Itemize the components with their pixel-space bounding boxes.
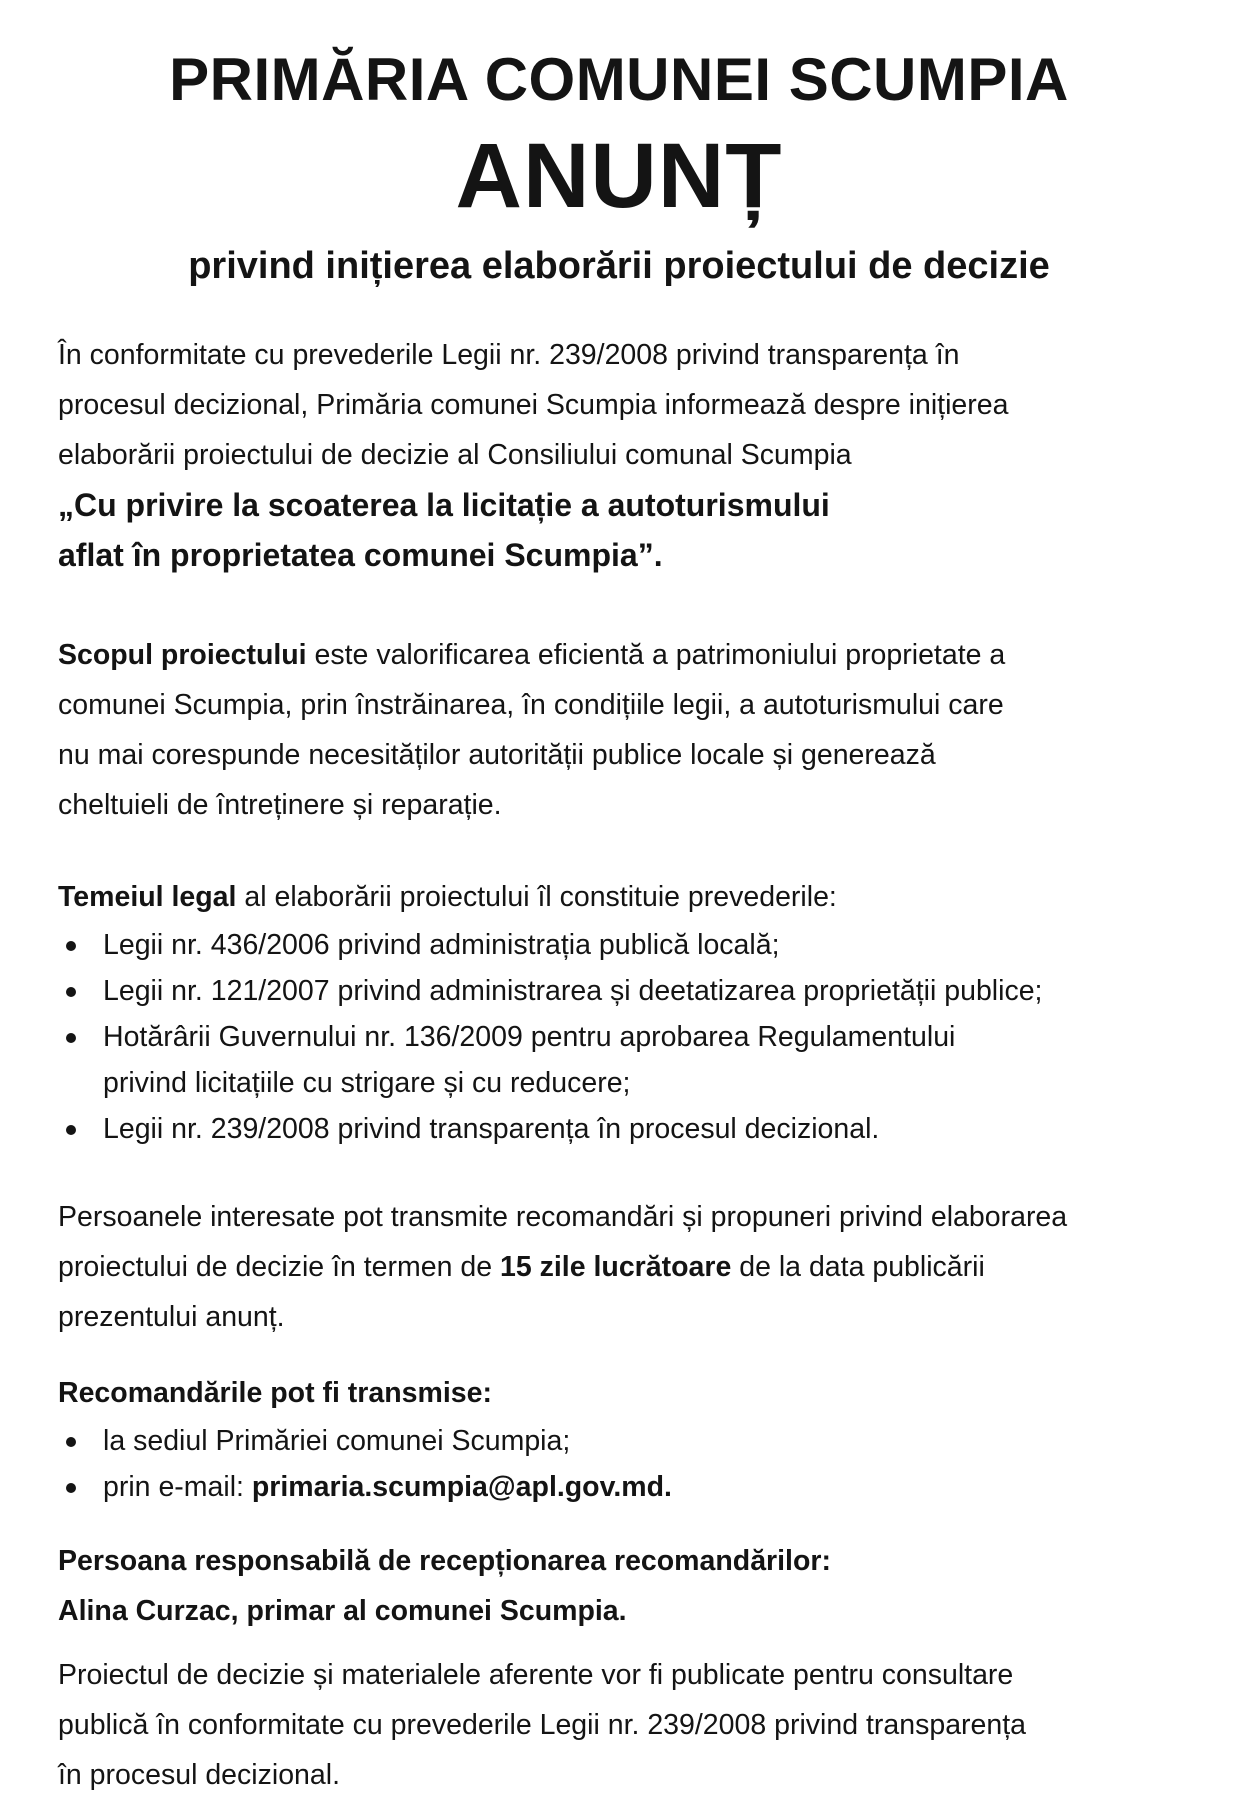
- scope-line: comunei Scumpia, prin înstrăinarea, în condițiile legii, a autoturismului care: [58, 689, 1004, 721]
- scope-line: nu mai corespunde necesităților autorității publice locale și generează: [58, 739, 936, 771]
- list-item: Legii nr. 121/2007 privind administrarea și deetatizarea proprietății publice;: [58, 968, 1180, 1014]
- responsible-heading: Persoana responsabilă de recepționarea recomandărilor:: [58, 1545, 831, 1577]
- scope-paragraph: [58, 630, 1180, 830]
- final-line: Proiectul de decizie și materialele aferente vor fi publicate pentru consultare: [58, 1659, 1014, 1691]
- scope-text: este valorificarea eficientă a patrimoniului proprietate a: [306, 639, 1006, 671]
- announcement-title: ANUNȚ: [455, 125, 783, 227]
- responsible-person-section: [58, 1536, 1180, 1636]
- legal-basis-text: al elaborării proiectului îl constituie prevederile:: [236, 881, 837, 913]
- persons-text: de la data publicării: [731, 1251, 985, 1283]
- intro-paragraph: [58, 330, 1180, 580]
- legal-basis-list: [58, 922, 1180, 1152]
- persons-line: prezentului anunț.: [58, 1301, 285, 1333]
- email-prefix: prin e-mail:: [103, 1471, 252, 1503]
- persons-text: proiectului de decizie în termen de: [58, 1251, 501, 1283]
- responsible-name: Alina Curzac, primar al comunei Scumpia.: [58, 1595, 627, 1627]
- list-item: Legii nr. 436/2006 privind administrația publică locală;: [58, 922, 1180, 968]
- scope-line: cheltuieli de întreținere și reparație.: [58, 789, 502, 821]
- final-line: în procesul decizional.: [58, 1759, 340, 1791]
- list-item: [58, 1014, 1180, 1106]
- scope-line: [58, 630, 1180, 680]
- email-link[interactable]: primaria.scumpia@apl.gov.md.: [251, 1471, 672, 1503]
- interested-persons-paragraph: [58, 1192, 1180, 1342]
- scope-label: Scopul proiectului: [58, 639, 307, 671]
- recommendations-section: [58, 1368, 1180, 1510]
- project-title-line: aflat în proprietatea comunei Scumpia”.: [58, 537, 663, 573]
- legal-basis-intro: [58, 872, 1180, 922]
- list-item-line: privind licitațiile cu strigare și cu reducere;: [103, 1067, 631, 1099]
- persons-line: Persoanele interesate pot transmite recomandări și propuneri privind elaborarea: [58, 1201, 1068, 1233]
- deadline-text: 15 zile lucrătoare: [500, 1251, 732, 1283]
- legal-basis-section: [58, 872, 1180, 1152]
- legal-basis-label: Temeiul legal: [58, 881, 237, 913]
- final-line: publică în conformitate cu prevederile Legii nr. 239/2008 privind transparența: [58, 1709, 1027, 1741]
- recommendations-list: [58, 1418, 1180, 1510]
- persons-line: [58, 1242, 1180, 1292]
- intro-line: În conformitate cu prevederile Legii nr. 239/2008 privind transparența în: [58, 339, 960, 371]
- final-paragraph: [58, 1650, 1180, 1800]
- list-item: la sediul Primăriei comunei Scumpia;: [58, 1418, 1180, 1464]
- intro-line: procesul decizional, Primăria comunei Scumpia informează despre inițierea: [58, 389, 1009, 421]
- institution-title: PRIMĂRIA COMUNEI SCUMPIA: [169, 46, 1069, 113]
- project-title-line: „Cu privire la scoaterea la licitație a autoturismului: [58, 487, 830, 523]
- list-item: [58, 1464, 1180, 1510]
- announcement-subtitle: privind inițierea elaborării proiectului de decizie: [188, 245, 1050, 287]
- intro-line: elaborării proiectului de decizie al Consiliului comunal Scumpia: [58, 439, 852, 471]
- list-item: Legii nr. 239/2008 privind transparența în procesul decizional.: [58, 1106, 1180, 1152]
- recommendations-heading: Recomandările pot fi transmise:: [58, 1377, 492, 1409]
- list-item-line: Hotărârii Guvernului nr. 136/2009 pentru aprobarea Regulamentului: [103, 1021, 956, 1053]
